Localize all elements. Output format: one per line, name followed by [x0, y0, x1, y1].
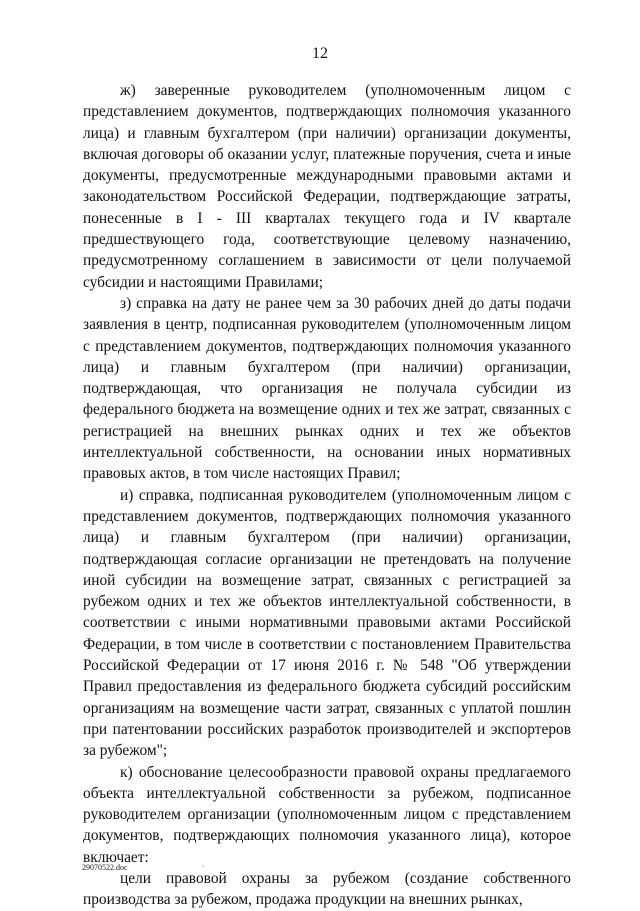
page-number: 12 — [312, 45, 328, 62]
footer-filename: 29070522.doc — [82, 863, 128, 872]
paragraph-z: з) справка на дату не ранее чем за 30 рабочих дней до даты подачи заявления в центр, подписанная руководителем (уполномоченным лицом с представлением документов, подтверждающих полномочия указанного лица) и главным бухгалтером (при наличии) организации, подтверждающая, что организация не получала субсидии из федерального бюджета на возмещение одних и тех же затрат, связанных с регистрацией на внешних рынках одних и тех же объектов интеллектуальной собственности, на основании иных нормативных правовых актов, в том числе настоящих Правил; — [83, 294, 571, 483]
paragraph-k: к) обоснование целесообразности правовой охраны предлагаемого объекта интеллектуальной собственности за рубежом, подписанное руководителем организации (уполномоченным лицом с представлением документов, подтверждающих полномочия указанного лица), которое включает: — [83, 763, 571, 866]
document-body — [83, 80, 571, 911]
paragraph-zh: ж) заверенные руководителем (уполномоченным лицом с представлением документов, подтверждающих полномочия указанного лица) и главным бухгалтером (при наличии) организации документы, включая договоры об оказании услуг, платежные поручения, счета и иные документы, предусмотренные международными правовыми актами и законодательством Российской Федерации, подтверждающие затраты, понесенные в I - III кварталах текущего года и IV квартале предшествующего года, соответствующие целевому назначению, предусмотренному соглашением в зависимости от цели получаемой субсидии и настоящими Правилами; — [83, 82, 571, 291]
footer-mark: · — [202, 862, 205, 871]
paragraph-i: и) справка, подписанная руководителем (уполномоченным лицом с представлением документов, подтверждающих полномочия указанного лица) и главным бухгалтером (при наличии) организации, подтверждающая согласие организации не претендовать на получение иной субсидии на возмещение затрат, связанных с регистрацией за рубежом одних и тех же объектов интеллектуальной собственности, в соответствии с иными нормативными правовыми актами Российской Федерации, в том числе в соответствии с постановлением Правительства Российской Федерации от 17 июня 2016 г. № 548 "Об утверждении Правил предоставления из федерального бюджета субсидий российским организациям на возмещение части затрат, связанных с уплатой пошлин при патентовании российских разработок производителей и экспортеров за рубежом"; — [83, 486, 571, 760]
paragraph-goals: цели правовой охраны за рубежом (создание собственного производства за рубежом, продажа продукции на внешних рынках, — [83, 869, 571, 909]
